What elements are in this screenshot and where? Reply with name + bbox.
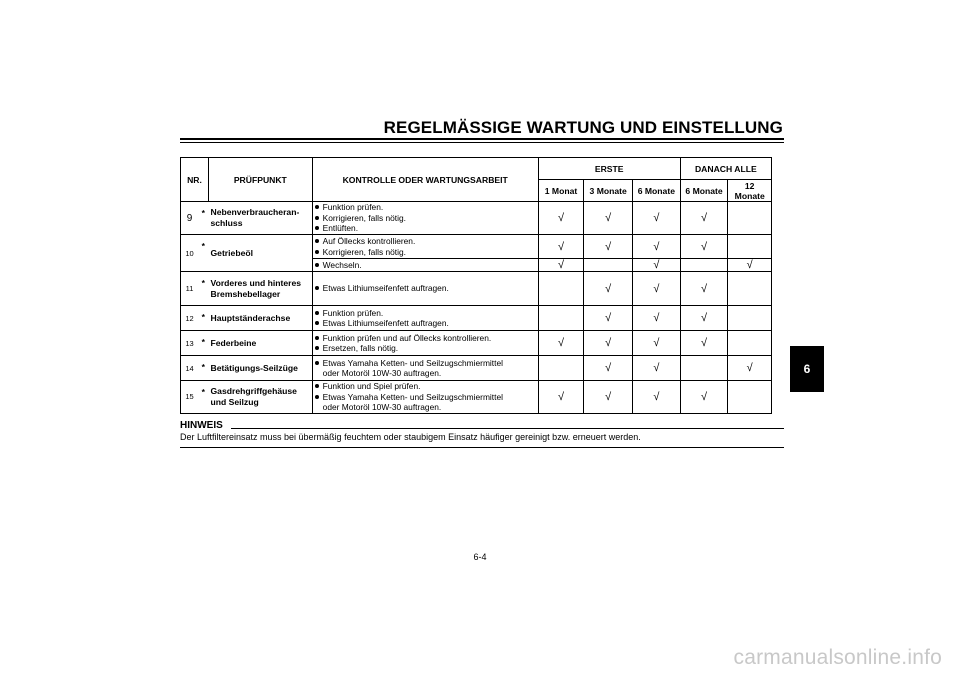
chapter-tab: 6: [790, 346, 824, 392]
header-then-every: DANACH ALLE: [680, 158, 771, 180]
header-col-1: 1 Monat: [538, 180, 584, 202]
bullet-icon: [315, 336, 319, 340]
check-cell: √: [538, 202, 584, 235]
action-text: Entlüften.: [322, 223, 359, 234]
check-cell: √: [728, 356, 772, 381]
row-action: [312, 272, 538, 306]
action-text: Funktion prüfen und auf Öllecks kontrollieren.: [322, 332, 492, 343]
row-action: [312, 235, 538, 259]
header-col-3: 6 Monate: [633, 180, 681, 202]
action-line: [315, 368, 536, 379]
action-line: [315, 283, 536, 294]
bullet-icon: [315, 321, 319, 325]
action-text: Funktion und Spiel prüfen.: [322, 381, 421, 391]
page-number: 6-4: [473, 552, 487, 562]
row-item: Gasdrehgriffgehäuse und Seilzug: [208, 381, 312, 414]
check-cell: √: [633, 306, 681, 331]
row-action: [312, 259, 538, 272]
action-text: Wechseln.: [322, 259, 362, 270]
action-line: [315, 333, 536, 344]
row-number: 14: [181, 356, 199, 381]
header-col-5: 12 Monate: [728, 180, 772, 202]
bullet-icon: [315, 311, 319, 315]
row-item: Hauptständerachse: [208, 306, 312, 331]
table-row: [181, 272, 772, 306]
row-number: 13: [181, 331, 199, 356]
check-cell: √: [584, 235, 633, 259]
row-asterisk: *: [198, 331, 208, 356]
row-asterisk: *: [198, 381, 208, 414]
note-text: Der Luftfiltereinsatz muss bei übermäßig feuchtem oder staubigem Einsatz häufiger gereinigt bzw. erneuert werden.: [180, 432, 641, 442]
action-line: [315, 392, 536, 403]
check-cell: √: [633, 356, 681, 381]
bullet-icon: [315, 250, 319, 254]
action-line: [315, 402, 536, 413]
row-asterisk: *: [198, 235, 208, 272]
action-text: Funktion prüfen.: [322, 307, 384, 318]
action-text: oder Motoröl 10W-30 auftragen.: [322, 368, 442, 378]
row-action: [312, 356, 538, 381]
action-line: [315, 223, 536, 234]
check-cell: √: [584, 331, 633, 356]
check-cell: [728, 381, 772, 414]
table-row: [181, 356, 772, 381]
check-cell: [728, 202, 772, 235]
check-cell: [728, 272, 772, 306]
action-line: [315, 318, 536, 329]
action-text: Korrigieren, falls nötig.: [322, 212, 406, 223]
row-number: 11: [181, 272, 199, 306]
maintenance-table: [180, 157, 772, 414]
header-col-2: 3 Monate: [584, 180, 633, 202]
row-action: [312, 306, 538, 331]
action-text: Etwas Yamaha Ketten- und Seilzugschmiermittel: [322, 357, 503, 368]
row-action: [312, 381, 538, 414]
table-row: [181, 381, 772, 414]
action-line: [315, 381, 536, 392]
check-cell: √: [538, 235, 584, 259]
check-cell: [538, 306, 584, 331]
check-cell: [680, 259, 728, 272]
title-rule-thin: [180, 142, 784, 143]
bullet-icon: [315, 216, 319, 220]
check-cell: [728, 235, 772, 259]
table-row: [181, 202, 772, 235]
note-label: HINWEIS: [180, 420, 223, 431]
table-row: [181, 235, 772, 259]
row-item: Betätigungs-Seilzüge: [208, 356, 312, 381]
table-row: [181, 331, 772, 356]
header-item: PRÜFPUNKT: [208, 158, 312, 202]
check-cell: [538, 272, 584, 306]
row-action: [312, 202, 538, 235]
row-number: 10: [181, 235, 199, 272]
check-cell: [538, 356, 584, 381]
action-text: Funktion prüfen.: [322, 202, 384, 213]
check-cell: √: [680, 202, 728, 235]
watermark: carmanualsonline.info: [733, 646, 942, 669]
action-text: Etwas Yamaha Ketten- und Seilzugschmiermittel: [322, 391, 503, 402]
check-cell: √: [680, 306, 728, 331]
action-text: Korrigieren, falls nötig.: [322, 246, 406, 257]
action-text: Etwas Lithiumseifenfett auftragen.: [322, 318, 449, 328]
check-cell: √: [584, 202, 633, 235]
row-number: 15: [181, 381, 199, 414]
action-line: [315, 236, 536, 247]
bullet-icon: [315, 263, 319, 267]
action-text: oder Motoröl 10W-30 auftragen.: [322, 402, 442, 412]
action-line: [315, 202, 536, 213]
check-cell: [728, 306, 772, 331]
check-cell: √: [584, 381, 633, 414]
check-cell: √: [633, 259, 681, 272]
bullet-icon: [315, 286, 319, 290]
check-cell: [584, 259, 633, 272]
row-asterisk: *: [198, 306, 208, 331]
table-row: [181, 306, 772, 331]
page-title: REGELMÄSSIGE WARTUNG UND EINSTELLUNG: [383, 118, 783, 137]
note-rule: [231, 428, 784, 429]
header-col-4: 6 Monate: [680, 180, 728, 202]
row-item: Getriebeöl: [208, 235, 312, 272]
header-action: KONTROLLE ODER WARTUNGSARBEIT: [312, 158, 538, 202]
row-action: [312, 331, 538, 356]
bullet-icon: [315, 395, 319, 399]
row-asterisk: *: [198, 202, 208, 235]
check-cell: √: [538, 259, 584, 272]
check-cell: √: [728, 259, 772, 272]
check-cell: √: [538, 331, 584, 356]
check-cell: √: [584, 272, 633, 306]
action-line: [315, 260, 536, 271]
check-cell: √: [680, 235, 728, 259]
check-cell: [728, 331, 772, 356]
row-item: Nebenverbraucheran-schluss: [208, 202, 312, 235]
bullet-icon: [315, 346, 319, 350]
note-bottom-rule: [180, 447, 784, 448]
title-rule: [180, 138, 784, 140]
check-cell: √: [680, 381, 728, 414]
action-line: [315, 308, 536, 319]
row-asterisk: *: [198, 356, 208, 381]
bullet-icon: [315, 239, 319, 243]
check-cell: √: [633, 381, 681, 414]
action-text: Etwas Lithiumseifenfett auftragen.: [322, 283, 449, 294]
action-text: Auf Öllecks kontrollieren.: [322, 236, 416, 246]
check-cell: √: [584, 356, 633, 381]
check-cell: √: [633, 272, 681, 306]
action-line: [315, 213, 536, 224]
row-asterisk: *: [198, 272, 208, 306]
action-line: [315, 343, 536, 354]
bullet-icon: [315, 384, 319, 388]
check-cell: [680, 356, 728, 381]
row-number: 12: [181, 306, 199, 331]
bullet-icon: [315, 361, 319, 365]
row-item: Federbeine: [208, 331, 312, 356]
action-text: Ersetzen, falls nötig.: [322, 343, 399, 353]
row-item: Vorderes und hinteres Bremshebellager: [208, 272, 312, 306]
check-cell: √: [633, 331, 681, 356]
bullet-icon: [315, 205, 319, 209]
bullet-icon: [315, 226, 319, 230]
action-line: [315, 247, 536, 258]
check-cell: √: [633, 235, 681, 259]
check-cell: √: [680, 331, 728, 356]
action-line: [315, 358, 536, 369]
check-cell: √: [680, 272, 728, 306]
header-nr: NR.: [181, 158, 209, 202]
header-first: ERSTE: [538, 158, 680, 180]
check-cell: √: [584, 306, 633, 331]
check-cell: √: [538, 381, 584, 414]
check-cell: √: [633, 202, 681, 235]
row-number: 9: [181, 202, 199, 235]
